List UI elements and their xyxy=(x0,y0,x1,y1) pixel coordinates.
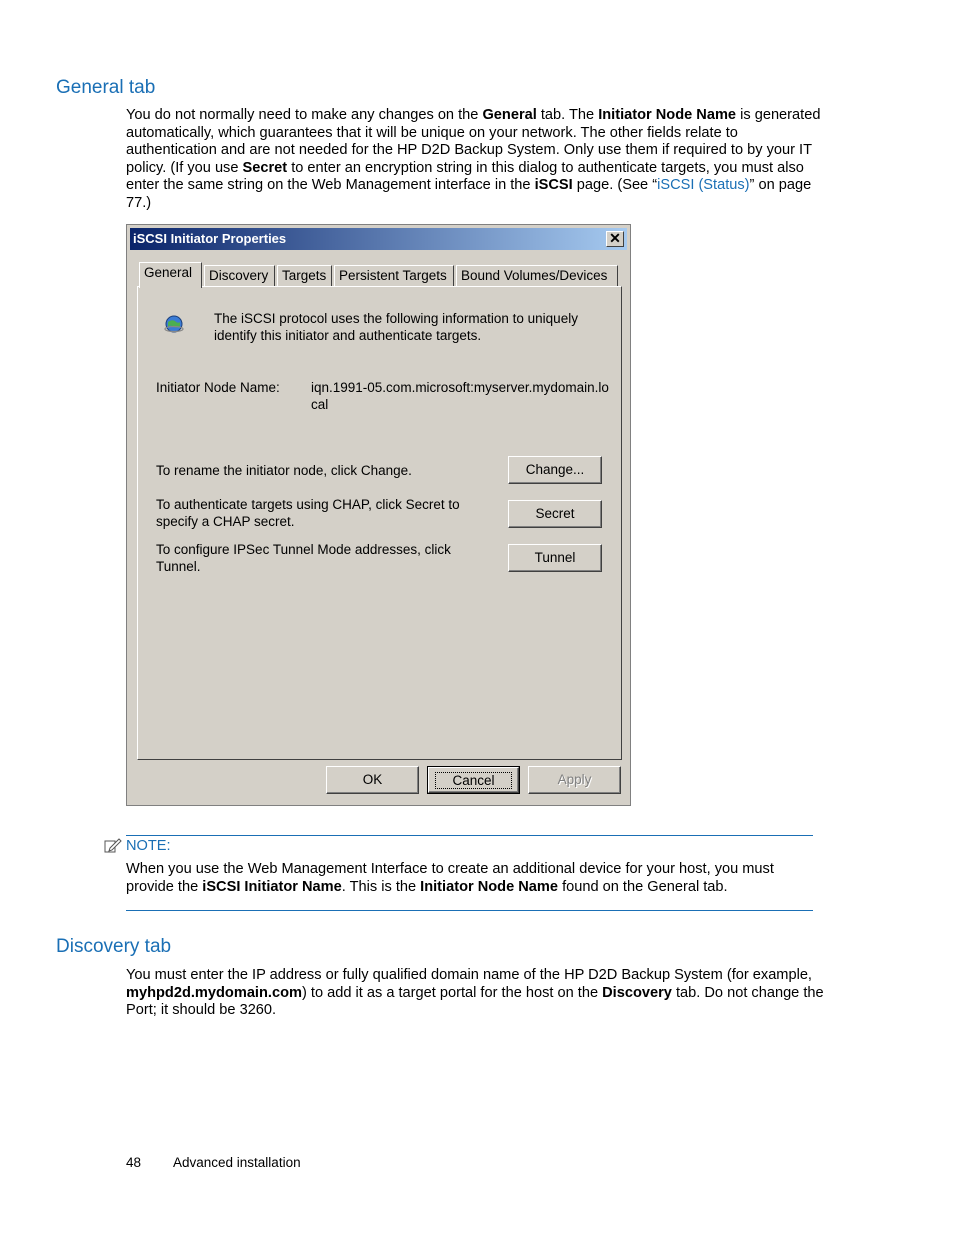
initiator-node-name-label: Initiator Node Name: xyxy=(156,380,280,395)
change-button[interactable]: Change... xyxy=(508,456,602,484)
note-pencil-icon xyxy=(104,838,122,854)
discovery-tab-paragraph: You must enter the IP address or fully qualified domain name of the HP D2D Backup System (for example, myhpd2d.mydomain.com) to add it as a target portal for the host on the Discovery tab. Do not change the Port; it should be 3260. xyxy=(126,967,824,1018)
ipsec-instruction: To configure IPSec Tunnel Mode addresses, click Tunnel. xyxy=(156,542,451,574)
rename-instruction: To rename the initiator node, click Change. xyxy=(156,463,412,478)
note-bottom-rule xyxy=(126,910,813,911)
iscsi-status-link[interactable]: iSCSI (Status) xyxy=(657,177,750,193)
secret-button[interactable]: Secret xyxy=(508,500,602,528)
apply-button[interactable]: Apply xyxy=(528,766,621,794)
tab-persistent-targets[interactable]: Persistent Targets xyxy=(334,265,454,287)
tab-discovery[interactable]: Discovery xyxy=(204,265,275,287)
initiator-node-name-value: iqn.1991-05.com.microsoft:myserver.mydomain.lo cal xyxy=(311,380,609,412)
cancel-button[interactable]: Cancel xyxy=(428,767,519,793)
tab-targets[interactable]: Targets xyxy=(277,265,332,287)
note-label: NOTE: xyxy=(126,838,171,854)
footer-section: Advanced installation xyxy=(173,1155,301,1170)
iscsi-initiator-properties-dialog xyxy=(126,224,631,806)
chap-instruction: To authenticate targets using CHAP, click Secret to specify a CHAP secret. xyxy=(156,497,460,529)
dialog-info-text: The iSCSI protocol uses the following information to uniquely identify this initiator and authenticate targets. xyxy=(214,311,578,343)
network-globe-icon xyxy=(163,313,185,335)
tab-bound-volumes-devices[interactable]: Bound Volumes/Devices xyxy=(456,265,618,287)
note-paragraph: When you use the Web Management Interface to create an additional device for your host, you must provide the iSCSI Initiator Name. This is the Initiator Node Name found on the General tab. xyxy=(126,861,774,895)
tab-general[interactable]: General xyxy=(139,262,202,288)
dialog-title: iSCSI Initiator Properties xyxy=(133,231,287,246)
ok-button[interactable]: OK xyxy=(326,766,419,794)
general-tab-paragraph: You do not normally need to make any changes on the General tab. The Initiator Node Name is generated automatically, which guarantees that it will be unique on your network. The other fields relate to authentication and are not needed for the HP D2D Backup System. Only use them if required to by your IT policy. (If you use Secret to enter an encryption string in this dialog to authenticate targets, you must also enter the same string on the Web Management interface in the iSCSI page. (See “iSCSI (Status)” on page 77.) xyxy=(126,107,821,211)
page-number: 48 xyxy=(126,1155,142,1170)
close-icon[interactable]: ✕ xyxy=(606,231,624,247)
general-tab-heading: General tab xyxy=(56,77,156,98)
note-top-rule xyxy=(126,835,813,836)
dialog-titlebar[interactable] xyxy=(130,228,627,250)
tunnel-button[interactable]: Tunnel xyxy=(508,544,602,572)
discovery-tab-heading: Discovery tab xyxy=(56,936,172,957)
